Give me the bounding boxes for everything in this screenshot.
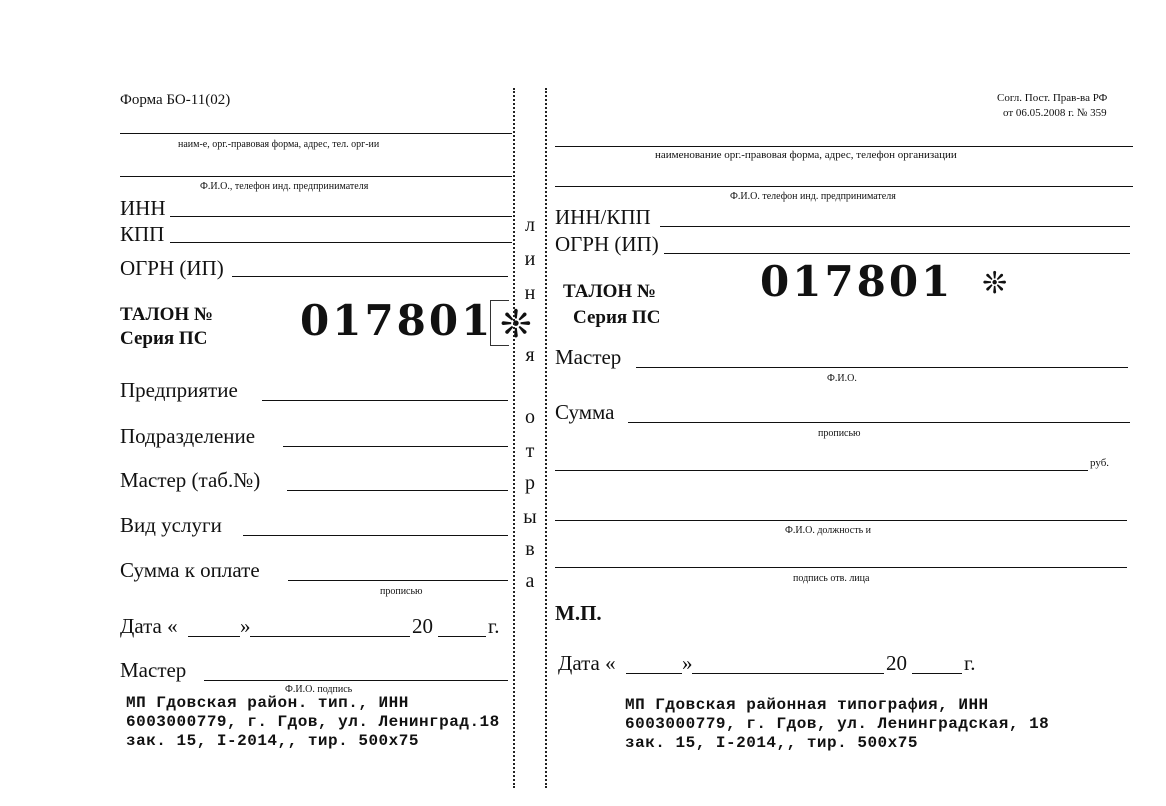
year-suffix: г. xyxy=(488,614,500,638)
position-field[interactable] xyxy=(555,520,1127,521)
series-label: Серия ПС xyxy=(120,328,208,349)
sum-line-2[interactable] xyxy=(555,470,1088,471)
date-prefix-right: Дата « xyxy=(558,651,616,675)
master-label-right: Мастер xyxy=(555,345,622,369)
ogrn-label-right: ОГРН (ИП) xyxy=(555,232,659,256)
ogrn-field[interactable] xyxy=(232,276,508,277)
tear-letter: ы xyxy=(523,506,537,528)
rub-label: руб. xyxy=(1090,457,1110,469)
sum-label-right: Сумма xyxy=(555,400,615,424)
service-field[interactable] xyxy=(243,535,508,536)
master-field-right[interactable] xyxy=(636,367,1128,368)
year-prefix-right: 20 xyxy=(886,651,907,675)
printer-line-1-right: МП Гдовская районная типография, ИНН xyxy=(625,696,989,714)
sum-label: Сумма к оплате xyxy=(120,558,260,582)
inn-kpp-label: ИНН/КПП xyxy=(555,205,651,229)
master-caption: Ф.И.О. подпись xyxy=(285,684,353,695)
kpp-field[interactable] xyxy=(170,242,512,243)
signature-field[interactable] xyxy=(555,567,1127,568)
date-mid-right: » xyxy=(682,651,693,675)
printer-line-2-right: 6003000779, г. Гдов, ул. Ленинградская, 18 xyxy=(625,715,1050,733)
printer-line-1: МП Гдовская район. тип., ИНН xyxy=(126,694,409,712)
tear-letter: л xyxy=(525,214,535,236)
snowflake-stamp-icon: ❊ xyxy=(982,266,1008,301)
service-label: Вид услуги xyxy=(120,513,222,537)
tear-letter: в xyxy=(525,538,535,560)
enterprise-field[interactable] xyxy=(262,400,508,401)
printer-line-3: зак. 15, I-2014,, тир. 500х75 xyxy=(126,732,419,750)
tear-line-right xyxy=(545,88,547,788)
tear-letter: т xyxy=(525,440,535,462)
tear-line-left xyxy=(513,88,515,788)
org-line xyxy=(120,133,512,134)
signature-caption: подпись отв. лица xyxy=(793,573,870,584)
tear-letter: р xyxy=(525,472,535,494)
tear-letter: и xyxy=(524,248,536,270)
tear-letter: а xyxy=(525,570,535,592)
agreement-line-1: Согл. Пост. Прав-ва РФ xyxy=(997,92,1108,104)
fio-caption-right: Ф.И.О. телефон инд. предпринимателя xyxy=(730,191,896,202)
master-field[interactable] xyxy=(204,680,508,681)
year-prefix: 20 xyxy=(412,614,433,638)
division-field[interactable] xyxy=(283,446,508,447)
talon-number: 017801 xyxy=(300,296,494,345)
printer-line-3-right: зак. 15, I-2014,, тир. 500х75 xyxy=(625,734,918,752)
date-day-field-right[interactable] xyxy=(626,673,682,674)
ogrn-label: ОГРН (ИП) xyxy=(120,256,224,280)
date-month-field-right[interactable] xyxy=(692,673,884,674)
date-mid: » xyxy=(240,614,251,638)
year-field-right[interactable] xyxy=(912,673,962,674)
master-tab-label: Мастер (таб.№) xyxy=(120,468,261,492)
form-label: Форма БО-11(02) xyxy=(120,92,231,108)
kpp-label: КПП xyxy=(120,222,165,246)
talon-number-right: 017801 xyxy=(760,257,954,306)
talon-label: ТАЛОН № xyxy=(120,304,214,325)
fio-caption: Ф.И.О., телефон инд. предпринимателя xyxy=(200,181,369,192)
agreement-line-2: от 06.05.2008 г. № 359 xyxy=(1003,107,1107,119)
division-label: Подразделение xyxy=(120,424,256,448)
sum-caption: прописью xyxy=(380,586,423,597)
fio-line-right xyxy=(555,186,1133,187)
tear-letter: н xyxy=(524,282,536,304)
inn-label: ИНН xyxy=(120,196,166,220)
year-field[interactable] xyxy=(438,636,486,637)
inn-field[interactable] xyxy=(170,216,512,217)
master-caption-right: Ф.И.О. xyxy=(827,373,857,384)
snowflake-stamp-icon: ❊ xyxy=(500,302,532,346)
date-day-field[interactable] xyxy=(188,636,240,637)
fio-line xyxy=(120,176,512,177)
sum-caption-right: прописью xyxy=(818,428,861,439)
series-label-right: Серия ПС xyxy=(573,307,661,328)
org-caption: наим-е, орг.-правовая форма, адрес, тел. орг-ии xyxy=(178,139,380,150)
ogrn-field-right[interactable] xyxy=(664,253,1130,254)
tear-letter: я xyxy=(525,344,535,366)
master-tab-field[interactable] xyxy=(287,490,508,491)
date-prefix: Дата « xyxy=(120,614,178,638)
printer-line-2: 6003000779, г. Гдов, ул. Ленинград.18 xyxy=(126,713,500,731)
position-caption: Ф.И.О. должность и xyxy=(785,525,872,536)
enterprise-label: Предприятие xyxy=(120,378,238,402)
sum-field[interactable] xyxy=(288,580,508,581)
talon-label-right: ТАЛОН № xyxy=(563,281,657,302)
mp-label: М.П. xyxy=(555,601,602,625)
master-label: Мастер xyxy=(120,658,187,682)
org-caption-right: наименование орг.-правовая форма, адрес, телефон организации xyxy=(655,149,957,161)
org-line-right xyxy=(555,146,1133,147)
sum-field-right[interactable] xyxy=(628,422,1130,423)
date-month-field[interactable] xyxy=(250,636,410,637)
inn-kpp-field[interactable] xyxy=(660,226,1130,227)
tear-letter: о xyxy=(525,406,535,428)
year-suffix-right: г. xyxy=(964,651,976,675)
